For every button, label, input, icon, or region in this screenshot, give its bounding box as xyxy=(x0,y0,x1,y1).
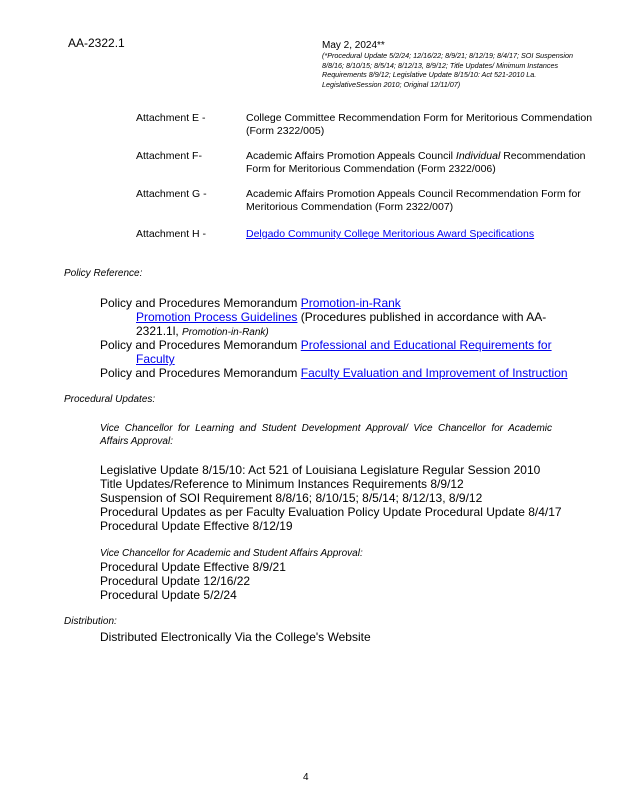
update-item: Procedural Updates as per Faculty Evaluation Policy Update Procedural Update 8/4/17 xyxy=(100,505,562,519)
faculty-link[interactable]: Faculty xyxy=(136,352,175,366)
promotion-in-rank-link[interactable]: Promotion-in-Rank xyxy=(300,296,401,310)
professional-requirements-link[interactable]: Professional and Educational Requirements for xyxy=(300,338,552,352)
attachment-g-text: Academic Affairs Promotion Appeals Council Recommendation Form for Meritorious Commendation (Form 2322/007) xyxy=(246,188,581,213)
update-item: Procedural Update 12/16/22 xyxy=(100,574,251,588)
procedural-updates-heading: Procedural Updates: xyxy=(64,394,156,405)
update-item: Procedural Update Effective 8/12/19 xyxy=(100,519,293,533)
update-item: Procedural Update Effective 8/9/21 xyxy=(100,560,286,574)
approval-statement-2: Vice Chancellor for Academic and Student Affairs Approval: xyxy=(100,548,363,559)
update-item: Legislative Update 8/15/10: Act 521 of Louisiana Legislature Regular Session 2010 xyxy=(100,463,541,477)
attachment-e-text: College Committee Recommendation Form for Meritorious Commendation (Form 2322/005) xyxy=(246,112,593,137)
document-date: May 2, 2024** xyxy=(322,40,385,51)
policy-line-1c: 2321.1l, Promotion-in-Rank) xyxy=(136,324,269,338)
promotion-process-guidelines-link[interactable]: Promotion Process Guidelines xyxy=(136,310,298,324)
attachment-f-text: Academic Affairs Promotion Appeals Council Individual Recommendation Form for Meritorious Commendation (Form 2322/006) xyxy=(246,150,586,175)
distribution-heading: Distribution: xyxy=(64,616,117,627)
revision-history: (*Procedural Update 5/2/24; 12/16/22; 8/9/21; 8/12/19; 8/4/17; SOI Suspension 8/8/16; 8/10/15; 8/5/14; 8/12/13, 8/9/12; Title Updates/ Minimum Instances Requirements 8/9/12; Legislative Update 8/15/10: Act 521-2010 La. LegislativeSession 2010; Original 12/11/07) xyxy=(322,51,573,89)
policy-reference-heading: Policy Reference: xyxy=(64,268,143,279)
update-item: Procedural Update 5/2/24 xyxy=(100,588,237,602)
policy-line-1b: Promotion Process Guidelines (Procedures published in accordance with AA- xyxy=(136,310,547,324)
attachment-e-label: Attachment E - xyxy=(136,112,206,124)
attachment-g-label: Attachment G - xyxy=(136,188,207,200)
policy-line-2b xyxy=(136,352,175,366)
update-item: Title Updates/Reference to Minimum Instances Requirements 8/9/12 xyxy=(100,477,464,491)
distribution-text: Distributed Electronically Via the College's Website xyxy=(100,630,371,644)
attachment-f-label: Attachment F- xyxy=(136,150,202,162)
page-number: 4 xyxy=(303,772,309,783)
approval-statement-1: Vice Chancellor for Learning and Student Development Approval/ Vice Chancellor for Academic Affairs Approval: xyxy=(100,423,552,447)
policy-line-1: Policy and Procedures Memorandum Promotion-in-Rank xyxy=(100,296,401,310)
attachment-h-text xyxy=(246,228,606,241)
policy-line-3: Policy and Procedures Memorandum Faculty Evaluation and Improvement of Instruction xyxy=(100,366,568,380)
policy-line-2: Policy and Procedures Memorandum Professional and Educational Requirements for xyxy=(100,338,552,352)
faculty-evaluation-link[interactable]: Faculty Evaluation and Improvement of Instruction xyxy=(300,366,568,380)
update-item: Suspension of SOI Requirement 8/8/16; 8/10/15; 8/5/14; 8/12/13, 8/9/12 xyxy=(100,491,483,505)
attachment-h-label: Attachment H - xyxy=(136,228,207,240)
award-specifications-link[interactable]: Delgado Community College Meritorious Award Specifications xyxy=(246,228,535,240)
document-id: AA-2322.1 xyxy=(68,36,125,50)
